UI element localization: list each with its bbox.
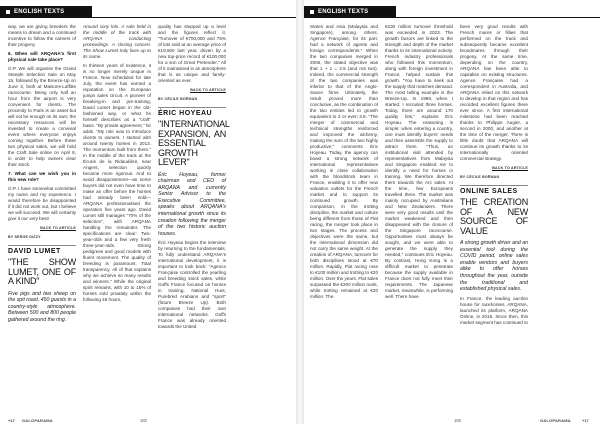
section-label: ENGLISH TEXTS xyxy=(304,6,396,18)
section-header-bar xyxy=(304,6,600,18)
right-page xyxy=(304,0,600,424)
left-page xyxy=(0,0,296,424)
article-lead: A strong growth driver and an essential tool during the COVID period, online sales enable vendors and buyers alike to offer horses throughout the year, outside the traditional and established physical sales. xyxy=(460,240,528,293)
back-to-article-link[interactable]: BACK TO ARTICLE xyxy=(40,226,76,230)
author-byline: BY CÉCILE BOËMAN xyxy=(460,175,500,179)
divider xyxy=(158,107,226,108)
header-rule xyxy=(396,17,600,18)
article-lead: Éric Hoyeau, former chairman and CEO of ARQANA and currently Senior Advisor to the Executive Committee, speaks about ARQANA's international growth since its creation following the merger of the two historic auction houses. xyxy=(158,171,226,237)
back-to-article-link[interactable]: BACK TO ARTICLE xyxy=(190,88,226,92)
divider xyxy=(8,245,76,246)
page-number: 182 xyxy=(140,418,147,423)
question-7: 7. What can we wish you in this new role? xyxy=(8,171,76,182)
spine-gutter xyxy=(296,0,304,424)
article-name-heading: DAVID LUMET xyxy=(8,248,61,255)
magazine-brand: GALOPARAMA xyxy=(540,418,571,423)
magazine-brand: GALOPARAMA xyxy=(22,418,53,423)
back-to-article-link[interactable]: BACK TO ARTICLE xyxy=(492,166,528,170)
page-number: 183 xyxy=(454,418,461,423)
article-title: THE CREATION OF A NEW SOURCE OF VALUE xyxy=(460,197,528,236)
page-tag: +17 xyxy=(582,418,589,423)
article-name-heading: ONLINE SALES xyxy=(460,188,518,195)
right-column-2 xyxy=(385,24,453,303)
author-byline: BY CÉCILE BOËMAN xyxy=(158,97,198,101)
right-column-3 xyxy=(460,24,528,329)
square-bullet-icon xyxy=(6,10,10,14)
divider xyxy=(460,185,528,186)
question-6: 6. When will ARQANA's first physical sale take place? xyxy=(8,51,76,62)
author-byline: BY SERGE DIZZY xyxy=(8,235,41,239)
section-label: ENGLISH TEXTS xyxy=(0,6,92,18)
article-title: "THE SHOW LUMET, ONE OF A KIND" xyxy=(8,257,76,286)
paragraph: G.P. We will organise the Grand Steeple Selection Sale on May 15, followed by the Breeze-Up on June 3, both at Maisons-Laffitte racecourse. Being only half an hour from the airport is very convenient for clients. The proximity to Paris is an asset but will not be enough on its own; the necessary resources will be invested to create a convivial event where everyone enjoys coming together. Before these two physical sales, we will hold the Craft Sale online on April 8, in order to help owners clear their stock. xyxy=(8,66,76,167)
paragraph: €230 million turnover threshold was exceeded in 2023. The growth factors are linked to the strength and depth of the market thanks to its international activity. French industry professionals who followed this momentum, along with foreign investment in France, helped sustain this growth. "You have to seek out the supply that matches demand. The most telling example is the Breeze-Up. In 1989, when I started, I recruited three horses. Today, there are around 170 quality lots," explains Éric Hoyeau. The reasoning is simple: when entering a country, one must identify buyers' needs and then assemble the supply to attract them. "Thus, an institutional visit attended by representatives from Malaysia and Singapore enabled me to identify a need for horses in training. We therefore directed them towards the Arc sales. At the time, few Europeans travelled there. The market was mainly occupied by Australians and New Zealanders. There were very good results until the market weakened and then disappeared with the closure of the Singapore racecourse. Opportunities must always be sought, and we were able to generate the supply they needed," continues Éric Hoyeau. By contrast, Hong Kong is a difficult market to penetrate because the supply available in France does not fully meet their requirements. The Japanese market, meanwhile, is performing well. There have xyxy=(385,24,453,299)
article-lead: Five pigs and two sheep on the spit roast. 450 guests in a country-style atmosphere. Between 500 and 800 people gathered around the ring. xyxy=(8,290,76,323)
left-column-2 xyxy=(83,24,151,306)
section-header-bar xyxy=(0,6,296,18)
page-tag: +17 xyxy=(8,418,15,423)
article-title: "INTERNATIONAL EXPANSION, AN ESSENTIAL GROWTH LEVER" xyxy=(158,119,230,167)
paragraph: G.P. I have somewhat committed my name and my experience. I would therefore be disappointed if it did not work out, but I believe we will succeed. We will certainly give it our very best! xyxy=(8,186,76,221)
left-column-1 xyxy=(8,24,76,326)
square-bullet-icon xyxy=(310,10,314,14)
paragraph: In France, the leading auction house for racehorses, ARQANA, launched its platform, ARQANA Online, in 2015. Since then, this market segment has continued to xyxy=(460,295,528,325)
paragraph: been very good results with French mares or fillies that performed on the track and subsequently became excellent broodmares through their progeny. At the same time, depending on the country, ARQANA has been able to capitalise on existing structures. Agence Française had a correspondent in Australia, and ARQANA relied on this network to develop in that region and has recorded excellent figures there ever since. A first international milestone had been reached thanks to Philippe Augier, a second in 2000, and another at the time of the merger. There is little doubt that ARQANA will continue its growth thanks to its internationally oriented commercial strategy. xyxy=(460,24,528,161)
paragraph: quality has stepped up a level and the figures reflect it. "Turnover of €700,000 and 75% of lots sold at an average price of €19,500 last year, driven by a new top-price record of €100,000 for a son of Great Pretender." All of it maintained in an atmosphere that is as unique and family-oriented as ever. xyxy=(158,24,226,83)
header-rule xyxy=(92,17,296,18)
paragraph: Around sixty lots. A sale held in the middle of the track with ARQANA conducting proceedings. A closing concert. The Show Lumet truly lives up to its name. xyxy=(83,24,151,59)
paragraph: In thirteen years of existence, it is no longer merely unique in France. Now scheduled for late July, the event has earned a reputation on the European jumps sales circuit. A pioneer of breaking-in and pre-training, David Lumet began in the old-fashioned way, or what he himself describes as a "craft" basis. "By private agreement," he adds. "My role was to introduce clients to owners. I started with around twenty horses in 2013. The momentum built from there." In the middle of the track at the Écurie de la Ridaudière, near Angers, selection quickly became more rigorous. And to avoid disappointment—as some buyers did not even have time to make an offer before the horses had already been sold—ARQANA professionalised the operation five years ago. David Lumet still manages "70% of the selection", with ARQANA handling the remainder. The specifications are clear: Two-year-olds and a few very fresh three-year-olds. Strong pedigrees and good models with fluent movement. The quality of breeding is paramount. Total transparency. All of that explains why we achieve so many results and winners." While the original spirit remains, with 10 to 15% of horses sold privately within the following 48 hours, xyxy=(83,63,151,302)
article-name-heading: ÉRIC HOYEAU xyxy=(158,110,213,117)
left-column-3 xyxy=(158,24,230,333)
paragraph: Éric Hoyeau begins the interview by returning to the fundamentals. To fully understand ARQANA's international development, it is important to look back: "Agence Française controlled the yearling and breeding stock sales, while Goffs France focused on horses in training, National Hunt, Purebred Arabians and "sport" (future Breeze Up). Both companies had their own international networks. Goffs France was already oriented towards the United xyxy=(158,240,226,330)
paragraph: States and Asia (Malaysia and Singapore), among others. Agence Française, for its part, had a network of agents and foreign correspondents." When the two companies merged in 2006, the stated objective was that 1 + 1 = 2.5 (and not two). Indeed, the commercial strength of the two companies was inferior to that of the Anglo-Saxon firms. Ultimately, the result proved more than conclusive, as the combination of the two entities led to growth equivalent to 3 or even 3.5. "The merger of commercial and technical strengths reinforced and improved the alchemy, making the sum of the two highly productive," comments Éric Hoyeau. Today, the agency can boast a strong network of international representatives working in close collaboration with the bloodstock team in France, enabling it to offer new valuation outlets for the French market and to support its continued growth. By comparison, in the trotting discipline, the market and culture being different from those of Flat racing, the merger took place in two stages. The process and objectives were the same, but the international dimension did not carry the same weight. At the creation of ARQANA, turnover for both disciplines stood at €70 million. Rapidly, Flat racing rose to €100 million and trotting to €20 million. Over the years, Flat sales surpassed the €200 million mark, while trotting remained at €20 million. The xyxy=(310,24,378,299)
paragraph: way, we are giving breeders the means to dream and a continued incentive to follow the careers of their progeny. xyxy=(8,24,76,47)
right-column-1 xyxy=(310,24,378,303)
